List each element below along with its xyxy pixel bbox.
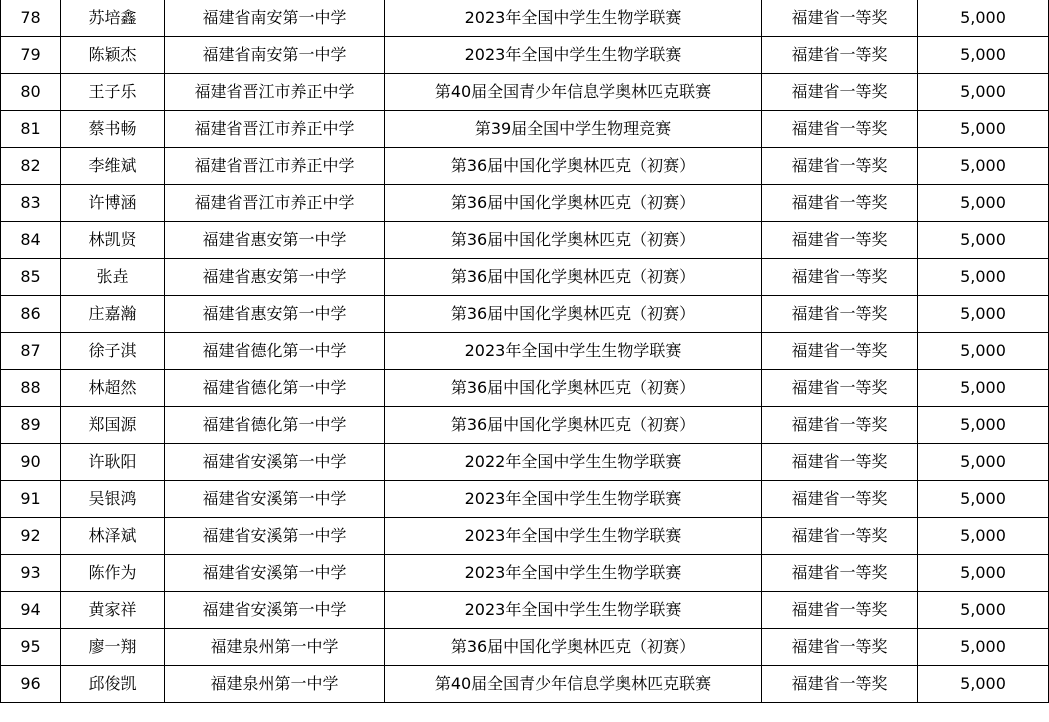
student-name-cell: 苏培鑫 (61, 0, 165, 37)
award-level-cell: 福建省一等奖 (762, 333, 918, 370)
student-name-cell: 王子乐 (61, 74, 165, 111)
school-cell: 福建省德化第一中学 (165, 333, 385, 370)
competition-cell: 第36届中国化学奥林匹克（初赛） (385, 407, 762, 444)
school-cell: 福建省晋江市养正中学 (165, 148, 385, 185)
table-row (1, 296, 1049, 333)
school-cell: 福建省晋江市养正中学 (165, 74, 385, 111)
reward-amount-cell: 5,000 (918, 74, 1049, 111)
reward-amount-cell: 5,000 (918, 259, 1049, 296)
competition-cell: 2023年全国中学生生物学联赛 (385, 333, 762, 370)
student-name-cell: 李维斌 (61, 148, 165, 185)
reward-amount-cell: 5,000 (918, 185, 1049, 222)
table-row (1, 370, 1049, 407)
award-level-cell: 福建省一等奖 (762, 222, 918, 259)
school-cell: 福建省南安第一中学 (165, 37, 385, 74)
competition-cell: 第36届中国化学奥林匹克（初赛） (385, 222, 762, 259)
awards-table-body (1, 0, 1049, 703)
award-level-cell: 福建省一等奖 (762, 407, 918, 444)
reward-amount-cell: 5,000 (918, 370, 1049, 407)
reward-amount-cell: 5,000 (918, 666, 1049, 703)
student-name-cell: 林超然 (61, 370, 165, 407)
reward-amount-cell: 5,000 (918, 333, 1049, 370)
award-level-cell: 福建省一等奖 (762, 592, 918, 629)
table-row (1, 148, 1049, 185)
student-name-cell: 黄家祥 (61, 592, 165, 629)
student-name-cell: 蔡书畅 (61, 111, 165, 148)
school-cell: 福建省惠安第一中学 (165, 296, 385, 333)
award-level-cell: 福建省一等奖 (762, 481, 918, 518)
award-level-cell: 福建省一等奖 (762, 629, 918, 666)
table-row (1, 481, 1049, 518)
student-name-cell: 郑国源 (61, 407, 165, 444)
school-cell: 福建省惠安第一中学 (165, 222, 385, 259)
reward-amount-cell: 5,000 (918, 222, 1049, 259)
school-cell: 福建省安溪第一中学 (165, 481, 385, 518)
award-level-cell: 福建省一等奖 (762, 296, 918, 333)
table-row (1, 259, 1049, 296)
reward-amount-cell: 5,000 (918, 481, 1049, 518)
competition-cell: 第36届中国化学奥林匹克（初赛） (385, 185, 762, 222)
student-name-cell: 邱俊凯 (61, 666, 165, 703)
row-number-cell: 82 (1, 148, 61, 185)
student-name-cell: 许博涵 (61, 185, 165, 222)
award-level-cell: 福建省一等奖 (762, 444, 918, 481)
student-name-cell: 庄嘉瀚 (61, 296, 165, 333)
reward-amount-cell: 5,000 (918, 555, 1049, 592)
row-number-cell: 79 (1, 37, 61, 74)
competition-cell: 2023年全国中学生生物学联赛 (385, 518, 762, 555)
reward-amount-cell: 5,000 (918, 518, 1049, 555)
row-number-cell: 84 (1, 222, 61, 259)
reward-amount-cell: 5,000 (918, 629, 1049, 666)
student-name-cell: 徐子淇 (61, 333, 165, 370)
award-level-cell: 福建省一等奖 (762, 666, 918, 703)
row-number-cell: 80 (1, 74, 61, 111)
school-cell: 福建省安溪第一中学 (165, 518, 385, 555)
row-number-cell: 78 (1, 0, 61, 37)
row-number-cell: 94 (1, 592, 61, 629)
row-number-cell: 93 (1, 555, 61, 592)
school-cell: 福建省晋江市养正中学 (165, 185, 385, 222)
award-level-cell: 福建省一等奖 (762, 74, 918, 111)
school-cell: 福建省晋江市养正中学 (165, 111, 385, 148)
competition-cell: 第36届中国化学奥林匹克（初赛） (385, 148, 762, 185)
reward-amount-cell: 5,000 (918, 111, 1049, 148)
table-row (1, 444, 1049, 481)
reward-amount-cell: 5,000 (918, 296, 1049, 333)
competition-cell: 第36届中国化学奥林匹克（初赛） (385, 296, 762, 333)
reward-amount-cell: 5,000 (918, 37, 1049, 74)
award-level-cell: 福建省一等奖 (762, 37, 918, 74)
school-cell: 福建省安溪第一中学 (165, 592, 385, 629)
award-level-cell: 福建省一等奖 (762, 111, 918, 148)
school-cell: 福建省南安第一中学 (165, 0, 385, 37)
table-row (1, 518, 1049, 555)
table-row (1, 592, 1049, 629)
competition-cell: 2023年全国中学生生物学联赛 (385, 481, 762, 518)
competition-cell: 2023年全国中学生生物学联赛 (385, 0, 762, 37)
table-row (1, 74, 1049, 111)
row-number-cell: 89 (1, 407, 61, 444)
award-level-cell: 福建省一等奖 (762, 518, 918, 555)
school-cell: 福建省安溪第一中学 (165, 555, 385, 592)
competition-cell: 第40届全国青少年信息学奥林匹克联赛 (385, 666, 762, 703)
school-cell: 福建省德化第一中学 (165, 370, 385, 407)
school-cell: 福建泉州第一中学 (165, 666, 385, 703)
table-row (1, 629, 1049, 666)
student-name-cell: 陈颖杰 (61, 37, 165, 74)
row-number-cell: 88 (1, 370, 61, 407)
competition-cell: 2023年全国中学生生物学联赛 (385, 592, 762, 629)
row-number-cell: 95 (1, 629, 61, 666)
competition-cell: 2023年全国中学生生物学联赛 (385, 555, 762, 592)
row-number-cell: 86 (1, 296, 61, 333)
student-name-cell: 陈作为 (61, 555, 165, 592)
competition-cell: 第36届中国化学奥林匹克（初赛） (385, 629, 762, 666)
award-level-cell: 福建省一等奖 (762, 185, 918, 222)
school-cell: 福建省德化第一中学 (165, 407, 385, 444)
row-number-cell: 85 (1, 259, 61, 296)
student-name-cell: 廖一翔 (61, 629, 165, 666)
table-row (1, 185, 1049, 222)
reward-amount-cell: 5,000 (918, 407, 1049, 444)
school-cell: 福建泉州第一中学 (165, 629, 385, 666)
row-number-cell: 87 (1, 333, 61, 370)
row-number-cell: 92 (1, 518, 61, 555)
row-number-cell: 91 (1, 481, 61, 518)
award-level-cell: 福建省一等奖 (762, 555, 918, 592)
reward-amount-cell: 5,000 (918, 148, 1049, 185)
table-row (1, 333, 1049, 370)
award-level-cell: 福建省一等奖 (762, 0, 918, 37)
reward-amount-cell: 5,000 (918, 0, 1049, 37)
award-level-cell: 福建省一等奖 (762, 259, 918, 296)
student-name-cell: 林凯贤 (61, 222, 165, 259)
school-cell: 福建省安溪第一中学 (165, 444, 385, 481)
competition-cell: 第39届全国中学生物理竞赛 (385, 111, 762, 148)
competition-cell: 2023年全国中学生生物学联赛 (385, 37, 762, 74)
row-number-cell: 90 (1, 444, 61, 481)
award-level-cell: 福建省一等奖 (762, 370, 918, 407)
student-name-cell: 林泽斌 (61, 518, 165, 555)
student-name-cell: 吴银鸿 (61, 481, 165, 518)
student-name-cell: 张垚 (61, 259, 165, 296)
table-row (1, 222, 1049, 259)
table-row (1, 111, 1049, 148)
reward-amount-cell: 5,000 (918, 592, 1049, 629)
student-name-cell: 许耿阳 (61, 444, 165, 481)
row-number-cell: 81 (1, 111, 61, 148)
table-row (1, 407, 1049, 444)
table-row (1, 555, 1049, 592)
reward-amount-cell: 5,000 (918, 444, 1049, 481)
row-number-cell: 96 (1, 666, 61, 703)
table-row (1, 37, 1049, 74)
competition-cell: 第36届中国化学奥林匹克（初赛） (385, 259, 762, 296)
award-level-cell: 福建省一等奖 (762, 148, 918, 185)
row-number-cell: 83 (1, 185, 61, 222)
competition-cell: 第40届全国青少年信息学奥林匹克联赛 (385, 74, 762, 111)
table-row (1, 0, 1049, 37)
table-row (1, 666, 1049, 703)
school-cell: 福建省惠安第一中学 (165, 259, 385, 296)
competition-cell: 第36届中国化学奥林匹克（初赛） (385, 370, 762, 407)
competition-cell: 2022年全国中学生生物学联赛 (385, 444, 762, 481)
